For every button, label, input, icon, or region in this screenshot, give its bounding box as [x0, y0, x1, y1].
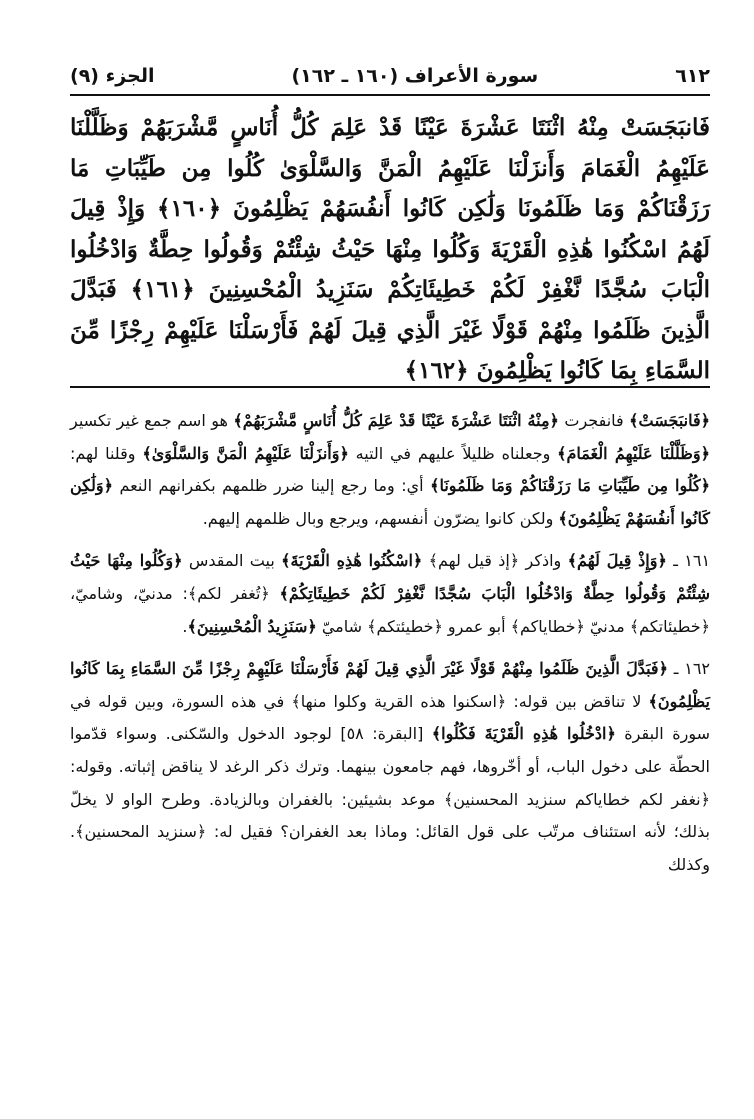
page-header — [70, 62, 710, 90]
verses-divider — [70, 386, 710, 388]
gloss: ﴿إذ قيل لهم﴾ — [428, 551, 520, 571]
gloss: وجعلناه ظليلاً عليهم في التيه — [348, 443, 558, 463]
quote: ﴿فَبَدَّلَ الَّذِينَ ظَلَمُوا مِنْهُمْ قَوْلًا غَيْرَ الَّذِي قِيلَ لَهُمْ فَأَرْسَلْنَا عَلَيْهِمْ رِجْزًا مِّنَ السَّمَاءِ بِمَا كَانُوا يَظْلِمُونَ﴾ — [70, 659, 710, 711]
gloss: بيت المقدس — [182, 551, 282, 571]
commentary-paragraph-160 — [70, 405, 710, 535]
quote: ﴿وَلَٰكِن كَانُوا أَنفُسَهُمْ يَظْلِمُونَ﴾ — [70, 476, 710, 528]
gloss: [البقرة: ٥٨] لوجود الدخول والسّكنى. وسواء قدّموا الحطّة على دخول الباب، أو أخّروها، فهم جامعون بينهما. وترك ذكر الرغد لا يناقض إثباته. وقوله: ﴿نغفر لكم خطاياكم سنزيد المحسنين﴾ موعد بشيئين: بالغفران وبالزيادة. وطرح الواو لا يخلّ بذلك؛ لأنه استئناف مرتّب على قول القائل: وماذا بعد الغفران؟ فقيل له: ﴿سنزيد المحسنين﴾. وكذلك — [70, 724, 710, 874]
gloss: هو اسم جمع غير تكسير — [70, 411, 234, 430]
quote: ﴿سَنَزِيدُ الْمُحْسِنِينَ﴾ — [187, 616, 317, 636]
gloss: أي: وما رجع إلينا ضرر ظلمهم بكفرانهم النعم — [113, 476, 431, 496]
quote: ﴿اسْكُنُوا هَٰذِهِ الْقَرْيَةَ﴾ — [281, 551, 423, 571]
commentary-paragraph-162 — [70, 653, 710, 881]
quote: ﴿وَأَنزَلْنَا عَلَيْهِمُ الْمَنَّ وَالسَّلْوَىٰ﴾ — [142, 443, 349, 463]
gloss: فانفجرت — [558, 411, 630, 430]
quote: ﴿ادْخُلُوا هَٰذِهِ الْقَرْيَةَ فَكُلُوا﴾ — [431, 724, 616, 744]
gloss: لا تناقض بين قوله: ﴿اسكنوا هذه القرية وكلوا منها﴾ في هذه السورة، وبين قوله في سورة البقرة — [70, 691, 710, 744]
gloss: . — [182, 616, 188, 636]
page-title: سورة الأعراف (١٦٠ ـ ١٦٢) — [291, 65, 539, 87]
quote: ﴿وَإِذْ قِيلَ لَهُمُ﴾ — [567, 551, 667, 571]
commentary-block — [70, 405, 710, 891]
gloss: ﴿تُغفر لكم﴾: مدنيّ، وشاميّ، ﴿خطيئاتكم﴾ مدنيّ ﴿خطاياكم﴾ أبو عمرو ﴿خطيئتكم﴾ شاميّ — [70, 583, 710, 636]
gloss: واذكر — [519, 551, 568, 571]
gloss: وقلنا لهم: — [70, 443, 143, 463]
verse-number: ١٦١ ـ — [666, 551, 711, 571]
quran-verses-text: فَانبَجَسَتْ مِنْهُ اثْنَتَا عَشْرَةَ عَيْنًا قَدْ عَلِمَ كُلُّ أُنَاسٍ مَّشْرَبَهُمْ وَظَلَّلْنَا عَلَيْهِمُ الْغَمَامَ وَأَنزَلْنَا عَلَيْهِمُ الْمَنَّ وَالسَّلْوَىٰ كُلُوا مِن طَيِّبَاتِ مَا رَزَقْنَاكُمْ وَمَا ظَلَمُونَا وَلَٰكِن كَانُوا أَنفُسَهُمْ يَظْلِمُونَ ﴿١٦٠﴾ وَإِذْ قِيلَ لَهُمُ اسْكُنُوا هَٰذِهِ الْقَرْيَةَ وَكُلُوا مِنْهَا حَيْثُ شِئْتُمْ وَقُولُوا حِطَّةٌ وَادْخُلُوا الْبَابَ سُجَّدًا نَّغْفِرْ لَكُمْ خَطِيئَاتِكُمْ سَنَزِيدُ الْمُحْسِنِينَ ﴿١٦١﴾ فَبَدَّلَ الَّذِينَ ظَلَمُوا مِنْهُمْ قَوْلًا غَيْرَ الَّذِي قِيلَ لَهُمْ فَأَرْسَلْنَا عَلَيْهِمْ رِجْزًا مِّنَ السَّمَاءِ بِمَا كَانُوا يَظْلِمُونَ ﴿١٦٢﴾ — [70, 114, 711, 384]
quote: ﴿وَكُلُوا مِنْهَا حَيْثُ شِئْتُمْ وَقُولُوا حِطَّةٌ وَادْخُلُوا الْبَابَ سُجَّدًا نَّغْفِرْ لَكُمْ خَطِيئَاتِكُمْ﴾ — [70, 551, 711, 603]
gloss: ولكن كانوا يضرّون أنفسهم، ويرجع وبال ظلمهم إليهم. — [202, 508, 559, 528]
quote: ﴿وَظَلَّلْنَا عَلَيْهِمُ الْغَمَامَ﴾ — [557, 443, 711, 463]
page-number: ٦١٢ — [675, 65, 710, 87]
quote: ﴿كُلُوا مِن طَيِّبَاتِ مَا رَزَقْنَاكُمْ وَمَا ظَلَمُونَا﴾ — [430, 476, 710, 496]
commentary-paragraph-161 — [70, 545, 710, 643]
quote: ﴿فَانبَجَسَتْ﴾ — [629, 411, 710, 430]
juz-label: الجزء (٩) — [70, 65, 155, 87]
verse-number: ١٦٢ ـ — [667, 659, 710, 679]
quran-verses-block — [70, 108, 710, 392]
quote: ﴿مِنْهُ اثْنَتَا عَشْرَةَ عَيْنًا قَدْ عَلِمَ كُلُّ أُنَاسٍ مَّشْرَبَهُمْ﴾ — [233, 411, 559, 430]
header-divider — [70, 94, 710, 96]
